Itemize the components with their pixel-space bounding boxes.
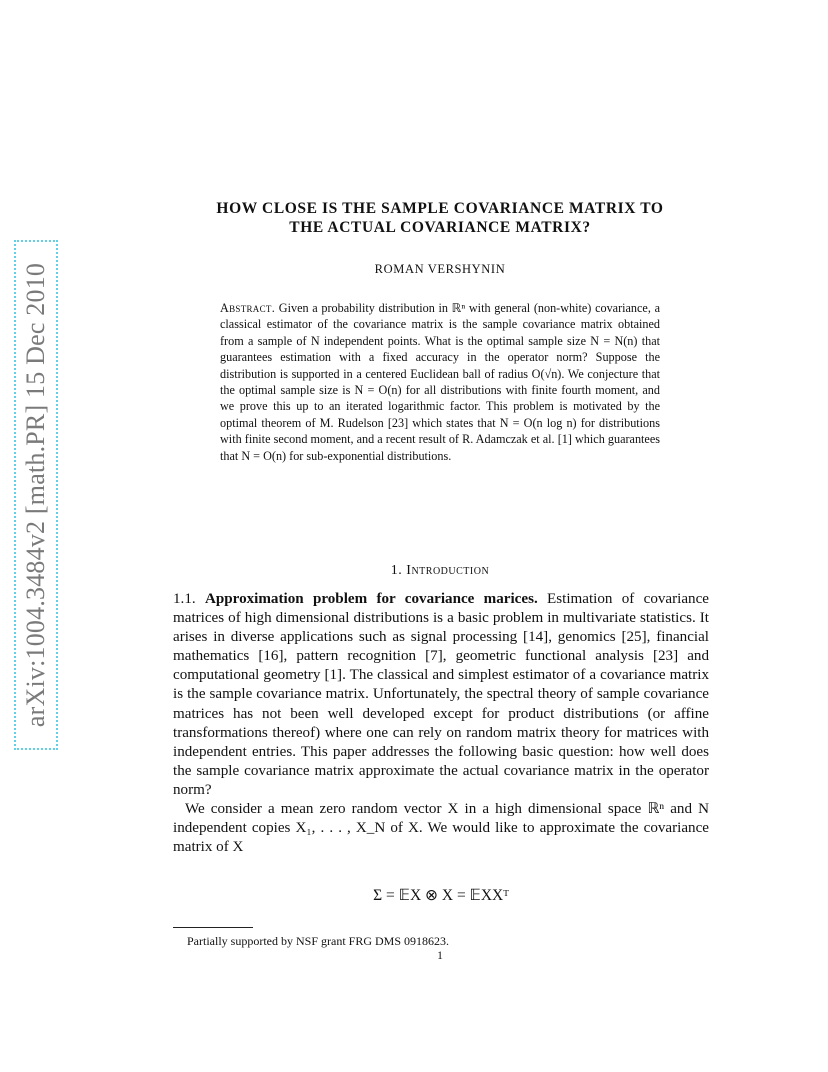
title-line-1: HOW CLOSE IS THE SAMPLE COVARIANCE MATRIX TO (216, 200, 664, 217)
footnote: Partially supported by NSF grant FRG DMS 0918623. (187, 934, 450, 948)
subsection-title: Approximation problem for covariance marices. (204, 591, 538, 607)
abstract-text: Given a probability distribution in ℝⁿ with general (non-white) covariance, a classical estimator of the covariance matrix is the sample covariance matrix obtained from a sample of N independent points. What is the optimal sample size N = N(n) that guarantees estimation with a fixed accuracy in the operator norm? Suppose the distribution is supported in a centered Euclidean ball of radius O(√n). We conjecture that the optimal sample size is N = O(n) for all distributions with finite fourth moment, and we prove this up to an iterated logarithmic factor. This problem is motivated by the optimal theorem of M. Rudelson [23] which states that N = O(n log n) for distributions with finite second moment, and a recent result of R. Adamczak et al. [1] which guarantees that N = O(n) for sub-exponential distributions. (220, 301, 661, 463)
page-number: 1 (437, 950, 443, 962)
arxiv-stamp-text: arXiv:1004.3484v2 [math.PR] 15 Dec 2010 (21, 262, 50, 728)
subsection-number: 1.1. (173, 591, 196, 607)
paragraph-1-text: Estimation of covariance matrices of high dimensional distributions is a basic problem in multivariate statistics. It arises in diverse applications such as signal processing [14], genomics [25], financial mathematics [16], pattern recognition [7], geometric functional analysis [23] and computational geometry [1]. The classical and simplest estimator of a covariance matrix is the sample covariance matrix. Unfortunately, the spectral theory of sample covariance matrices has not been well developed except for product distributions (or affine transformations thereof) where one can rely on random matrix theory for matrices with independent entries. This paper addresses the following basic question: how well does the sample covariance matrix approximate the actual covariance matrix in the operator norm? (173, 591, 709, 798)
paper-title (170, 199, 710, 237)
title-line-2: THE ACTUAL COVARIANCE MATRIX? (289, 219, 591, 236)
body-text (173, 590, 709, 857)
paragraph-2: We consider a mean zero random vector X in a high dimensional space ℝⁿ and N independent copies X₁, . . . , X_N of X. We would like to approximate the covariance matrix of X (173, 801, 709, 856)
abstract (220, 300, 660, 464)
covariance-equation: Σ = 𝔼X ⊗ X = 𝔼XXᵀ (373, 887, 509, 904)
paragraph-1 (173, 590, 709, 800)
footnote-divider (173, 927, 253, 928)
abstract-label: Abstract. (220, 301, 276, 315)
section-heading: 1. Introduction (390, 563, 490, 578)
arxiv-stamp[interactable] (14, 240, 58, 750)
author-name: ROMAN VERSHYNIN (374, 262, 506, 276)
